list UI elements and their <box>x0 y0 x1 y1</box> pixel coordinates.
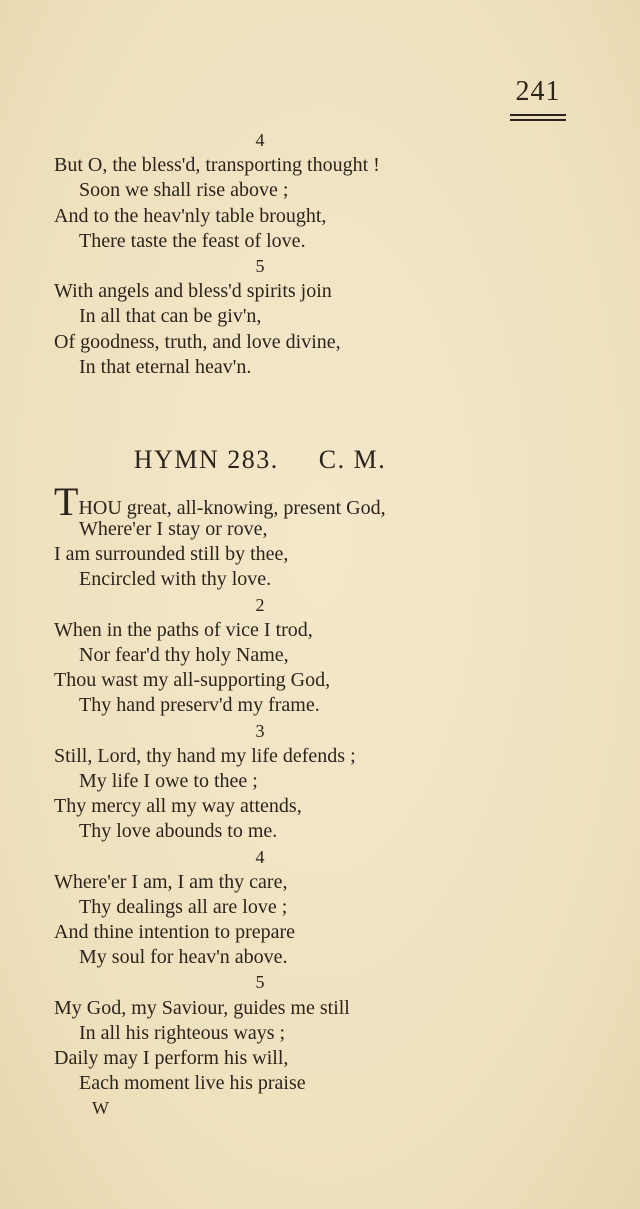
hymn-meter: C. M. <box>318 444 387 474</box>
stanza-number: 5 <box>255 255 265 276</box>
page-content <box>54 128 494 1122</box>
verse-line: In all his righteous ways ; <box>79 1021 286 1044</box>
verse-line: In that eternal heav'n. <box>79 355 252 378</box>
verse-line: Thy dealings all are love ; <box>79 895 288 918</box>
verse-line: My God, my Saviour, guides me still <box>54 996 350 1019</box>
verse-line: Soon we shall rise above ; <box>79 179 289 202</box>
header-rule <box>510 114 566 126</box>
stanza-number: 2 <box>255 594 265 615</box>
page-number: 241 <box>515 76 561 107</box>
verse-line: My life I owe to thee ; <box>79 769 258 792</box>
verse-line: Thy love abounds to me. <box>79 820 278 843</box>
verse-line: Still, Lord, thy hand my life defends ; <box>54 744 356 767</box>
stanza-number: 4 <box>255 130 265 150</box>
verse-line: Where'er I am, I am thy care, <box>54 870 288 893</box>
verse-line: And to the heav'nly table brought, <box>54 204 327 227</box>
verse-line: Thou wast my all-supporting God, <box>54 669 331 692</box>
verse-line: But O, the bless'd, transporting thought ! <box>54 154 380 177</box>
spacer <box>54 380 494 440</box>
hymn-number: HYMN 283. <box>133 444 279 474</box>
verse-line: With angels and bless'd spirits join <box>54 280 332 303</box>
verse-line: Of goodness, truth, and love divine, <box>54 330 341 353</box>
first-line-rest: HOU great, all-knowing, present God, <box>78 496 386 519</box>
verse-line: In all that can be giv'n, <box>79 305 262 328</box>
drop-cap: T <box>54 478 79 524</box>
stanza-number: 4 <box>255 846 265 867</box>
verse-line: When in the paths of vice I trod, <box>54 618 313 641</box>
verse-line: Nor fear'd thy holy Name, <box>79 644 289 666</box>
verse-line: Encircled with thy love. <box>79 568 272 591</box>
verse-line: I am surrounded still by thee, <box>54 543 289 566</box>
catchword: W <box>92 1098 109 1119</box>
verse-line: My soul for heav'n above. <box>79 946 288 969</box>
verse-line: Daily may I perform his will, <box>54 1047 289 1069</box>
stanza-number: 3 <box>255 720 265 741</box>
verse-line: Thy mercy all my way attends, <box>54 795 302 818</box>
verse-line: Where'er I stay or rove, <box>79 518 268 541</box>
verse-line: And thine intention to prepare <box>54 921 296 944</box>
verse-line: Each moment live his praise <box>79 1072 306 1095</box>
verse-line: There taste the feast of love. <box>79 229 306 252</box>
first-verse-line <box>54 478 494 524</box>
stanza-number: 5 <box>255 972 265 993</box>
verse-line: Thy hand preserv'd my frame. <box>79 694 320 717</box>
hymn-title <box>54 440 466 492</box>
